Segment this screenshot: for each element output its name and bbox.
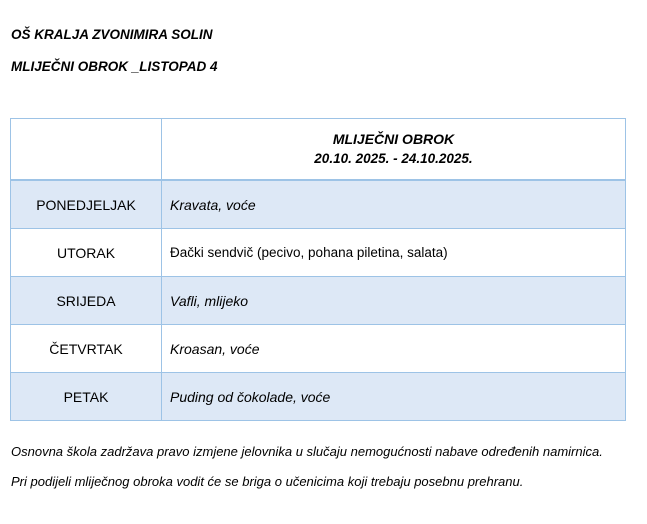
menu-dates: 20.10. 2025. - 24.10.2025. [314,151,473,166]
table-header-row [11,119,626,181]
meal-cell: Kroasan, voće [162,325,626,373]
menu-table [10,118,626,421]
day-cell: PONEDJELJAK [11,180,162,229]
header-cell [162,119,626,181]
table-row [11,373,626,421]
document-subtitle: MLIJEČNI OBROK _LISTOPAD 4 [11,59,218,74]
meal-cell: Vafli, mlijeko [162,277,626,325]
day-cell: UTORAK [11,229,162,277]
table-row [11,229,626,277]
note-special-diet: Pri podijeli mliječnog obroka vodit će se briga o učenicima koji trebaju posebnu prehranu. [11,474,524,489]
table-row [11,325,626,373]
meal-cell: Kravata, voće [162,180,626,229]
day-cell: SRIJEDA [11,277,162,325]
header-empty-cell [11,119,162,181]
note-menu-changes: Osnovna škola zadržava pravo izmjene jelovnika u slučaju nemogućnosti nabave određenih namirnica. [11,444,603,459]
table-row [11,277,626,325]
meal-cell: Đački sendvič (pecivo, pohana piletina, salata) [162,229,626,277]
day-cell: ČETVRTAK [11,325,162,373]
meal-cell: Puding od čokolade, voće [162,373,626,421]
school-name: OŠ KRALJA ZVONIMIRA SOLIN [11,27,213,42]
day-cell: PETAK [11,373,162,421]
table-row [11,180,626,229]
menu-title: MLIJEČNI OBROK [332,131,455,147]
